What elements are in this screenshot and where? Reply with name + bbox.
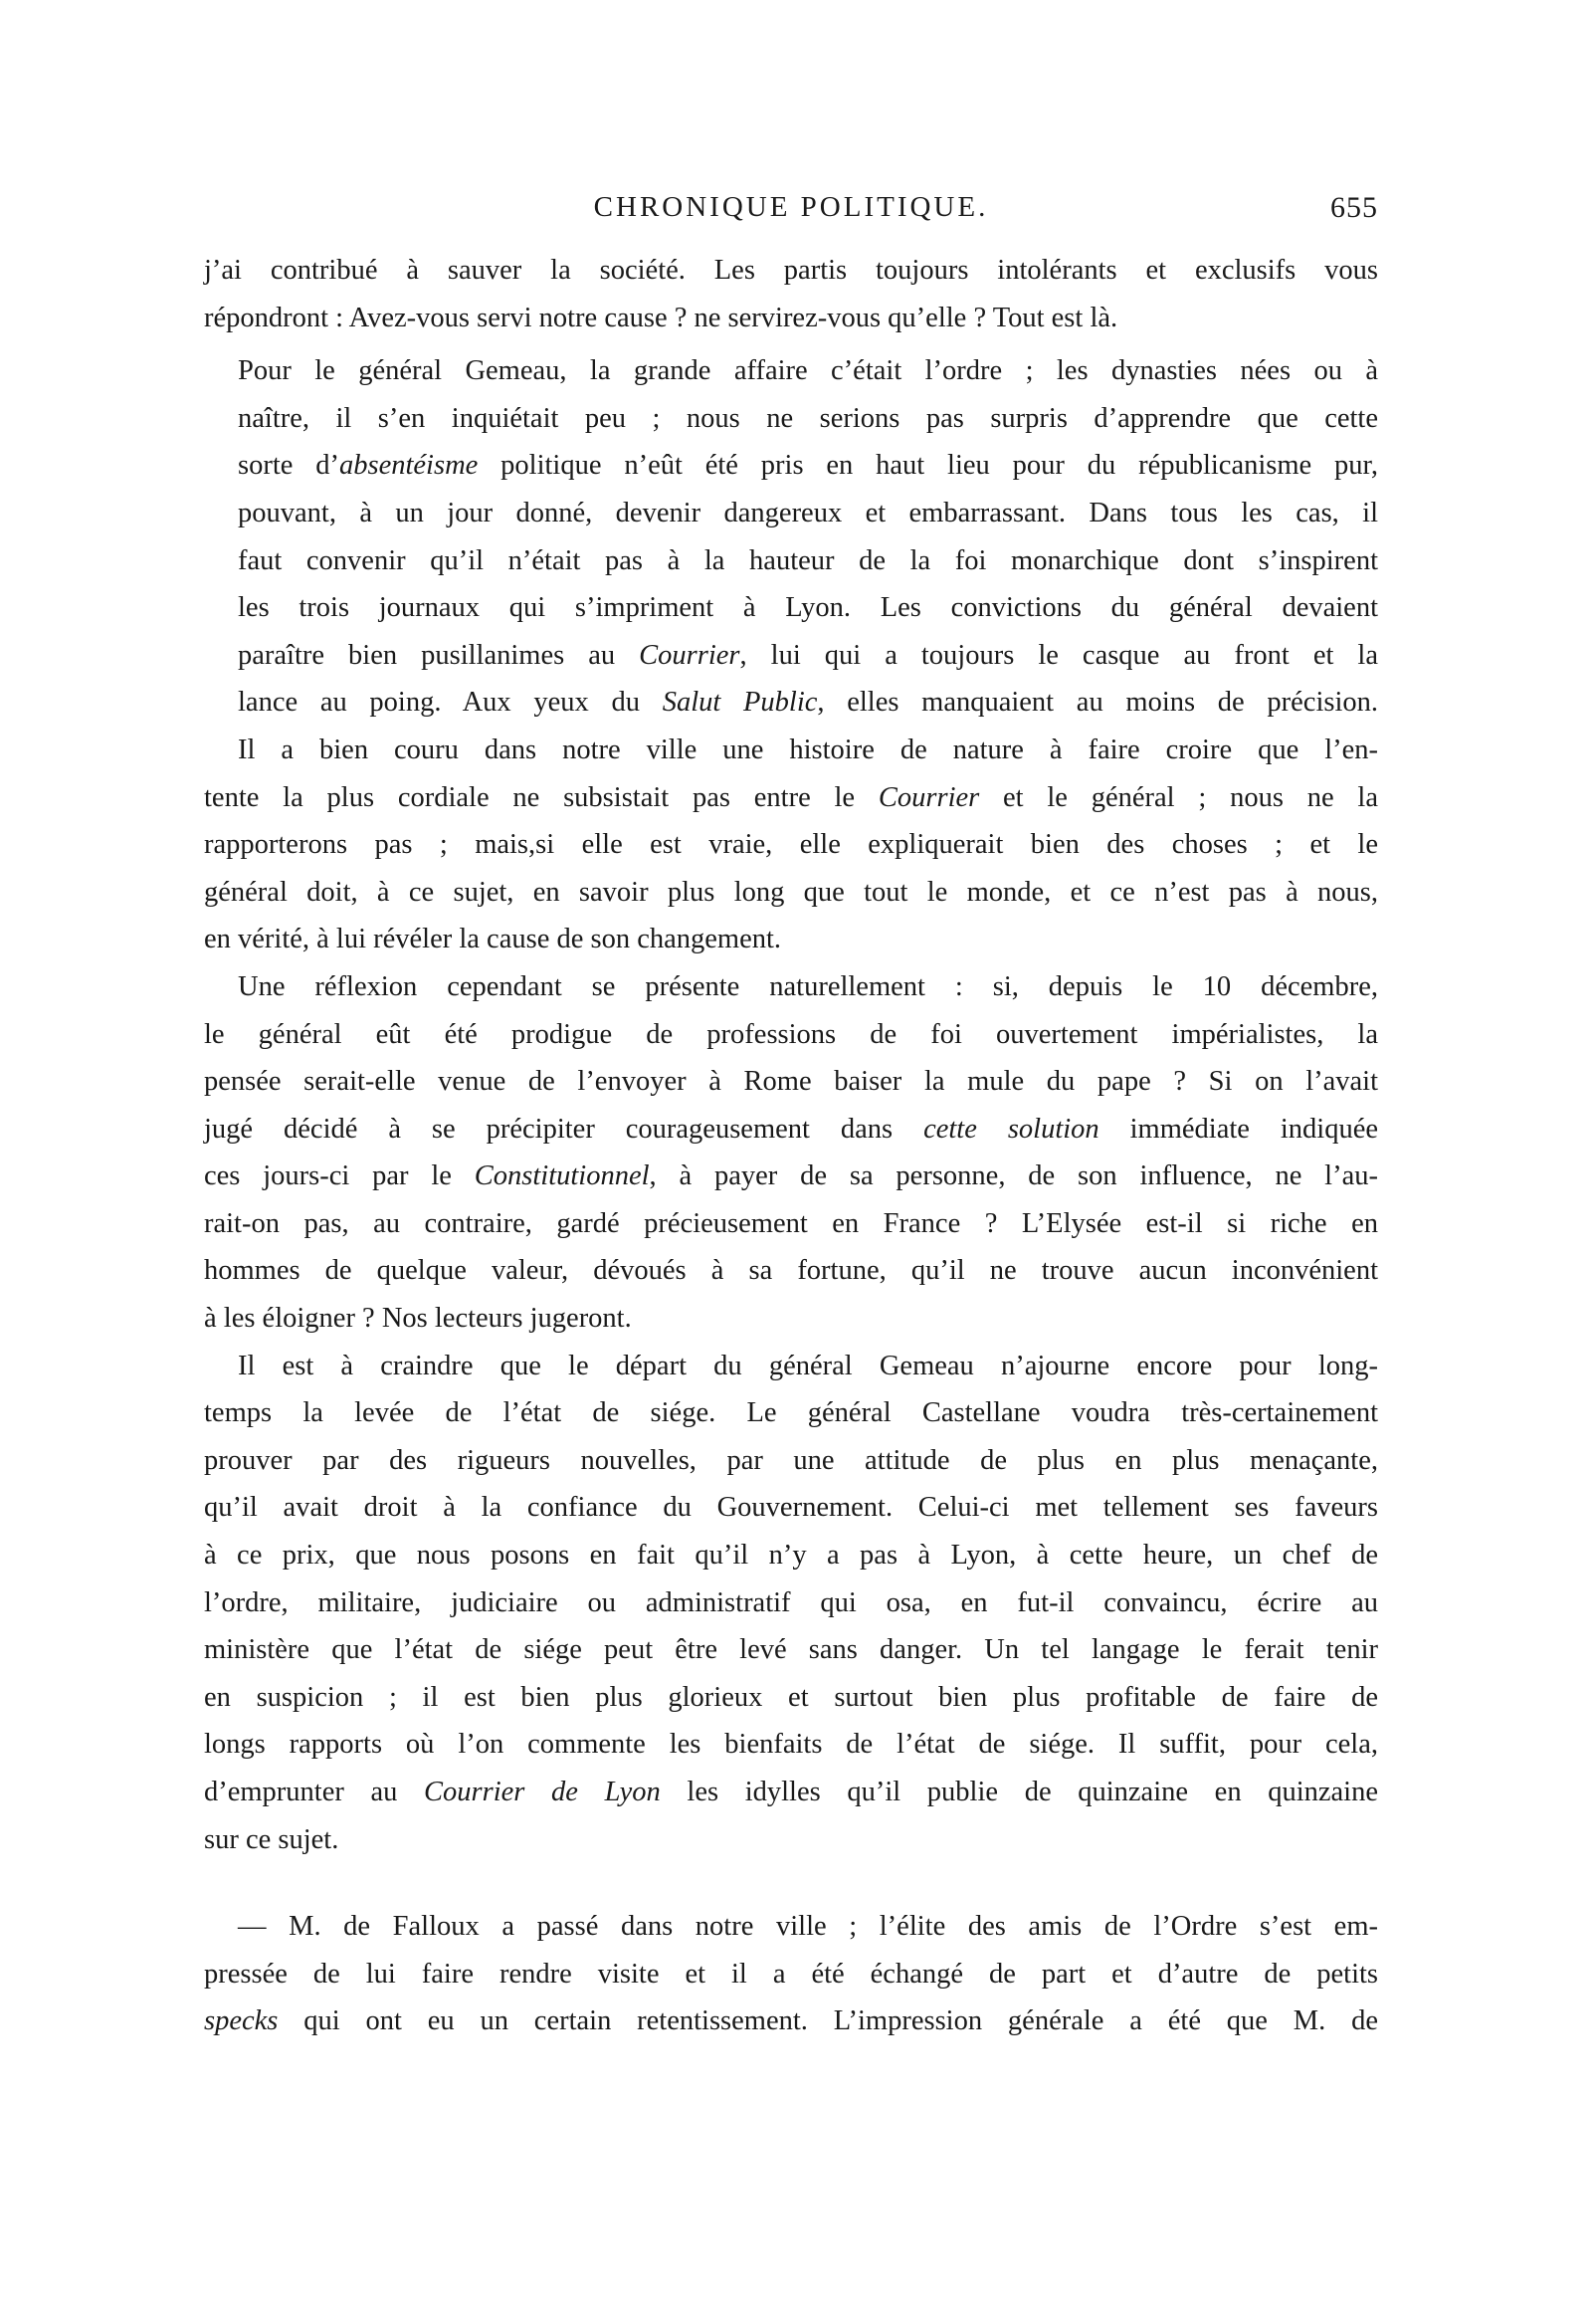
text-line: longs rapports où l’on commente les bienfaits de l’état de siége. Il suffit, pour cela,	[204, 1729, 1378, 1761]
text-line: j’ai contribué à sauver la société. Les partis toujours intolérants et exclusifs vous	[204, 255, 1378, 286]
text-line: pensée serait-elle venue de l’envoyer à Rome baiser la mule du pape ? Si on l’avait	[204, 1066, 1378, 1098]
text-line: prouver par des rigueurs nouvelles, par une attitude de plus en plus menaçante,	[204, 1444, 1378, 1476]
text-line: lance au poing. Aux yeux du Salut Public, elles manquaient au moins de précision.	[238, 687, 1378, 719]
text-line: Pour le général Gemeau, la grande affaire c’était l’ordre ; les dynasties nées ou à	[238, 355, 1378, 387]
text-line: général doit, à ce sujet, en savoir plus long que tout le monde, et ce n’est pas à nous,	[204, 876, 1378, 908]
page-number: 655	[1330, 191, 1378, 224]
text-line: qu’il avait droit à la confiance du Gouvernement. Celui-ci met tellement ses faveurs	[204, 1492, 1378, 1524]
text-line: à ce prix, que nous posons en fait qu’il n’y a pas à Lyon, à cette heure, un chef de	[204, 1540, 1378, 1572]
text-line: en suspicion ; il est bien plus glorieux et surtout bien plus profitable de faire de	[204, 1681, 1378, 1713]
text-line: specks qui ont eu un certain retentissement. L’impression générale a été que M. de	[204, 2005, 1378, 2037]
text-line: tente la plus cordiale ne subsistait pas entre le Courrier et le général ; nous ne la	[204, 781, 1378, 813]
text-line: — M. de Falloux a passé dans notre ville ; l’élite des amis de l’Ordre s’est em-	[238, 1911, 1378, 1943]
text-line: rapporterons pas ; mais,si elle est vraie, elle expliquerait bien des choses ; et le	[204, 829, 1378, 861]
text-line: paraître bien pusillanimes au Courrier, lui qui a toujours le casque au front et la	[238, 639, 1378, 671]
text-line: ces jours-ci par le Constitutionnel, à payer de sa personne, de son influence, ne l’au-	[204, 1160, 1378, 1192]
paragraph	[204, 963, 1378, 1343]
text-line: les trois journaux qui s’impriment à Lyon. Les convictions du général devaient	[238, 592, 1378, 624]
text-line: d’emprunter au Courrier de Lyon les idylles qu’il publie de quinzaine en quinzaine	[204, 1777, 1378, 1807]
text-line: sur ce sujet.	[204, 1823, 339, 1855]
text-line: l’ordre, militaire, judiciaire ou administratif qui osa, en fut-il convaincu, écrire au	[204, 1586, 1378, 1618]
text-line: à les éloigner ? Nos lecteurs jugeront.	[204, 1303, 632, 1335]
text-line: sorte d’absentéisme politique n’eût été pris en haut lieu pour du républicanisme pur,	[238, 450, 1379, 482]
text-line: faut convenir qu’il n’était pas à la hauteur de la foi monarchique dont s’inspirent	[238, 544, 1378, 576]
text-line: temps la levée de l’état de siége. Le général Castellane voudra très-certainement	[204, 1397, 1378, 1429]
text-line: pressée de lui faire rendre visite et il a été échangé de part et d’autre de petits	[204, 1958, 1378, 1990]
text-line: ministère que l’état de siége peut être levé sans danger. Un tel langage le ferait tenir	[204, 1634, 1378, 1666]
text-line: jugé décidé à se précipiter courageusement dans cette solution immédiate indiquée	[204, 1113, 1378, 1145]
section-gap	[204, 1863, 1378, 1903]
text-line: pouvant, à un jour donné, devenir dangereux et embarrassant. Dans tous les cas, il	[238, 497, 1378, 528]
document-body	[204, 247, 1378, 2045]
text-line: rait-on pas, au contraire, gardé précieusement en France ? L’Elysée est-il si riche en	[204, 1207, 1378, 1239]
page-header	[204, 191, 1378, 231]
paragraph	[204, 247, 1378, 341]
text-line: Il est à craindre que le départ du général Gemeau n’ajourne encore pour long-	[238, 1350, 1378, 1381]
text-line: le général eût été prodigue de professions de foi ouvertement impérialistes, la	[204, 1018, 1378, 1050]
text-line: Il a bien couru dans notre ville une histoire de nature à faire croire que l’en-	[238, 734, 1378, 765]
text-line: hommes de quelque valeur, dévoués à sa fortune, qu’il ne trouve aucun inconvénient	[204, 1255, 1378, 1287]
text-line: en vérité, à lui révéler la cause de son changement.	[204, 924, 782, 955]
paragraph	[204, 347, 1378, 727]
running-head: CHRONIQUE POLITIQUE.	[593, 191, 989, 223]
paragraph	[204, 1343, 1378, 1864]
paragraph	[204, 1903, 1378, 2045]
text-line: répondront : Avez-vous servi notre cause ? ne servirez-vous qu’elle ? Tout est là.	[204, 302, 1118, 333]
text-line: naître, il s’en inquiétait peu ; nous ne serions pas surpris d’apprendre que cette	[238, 402, 1378, 434]
paragraph	[204, 727, 1378, 963]
text-line: Une réflexion cependant se présente naturellement : si, depuis le 10 décembre,	[238, 970, 1378, 1002]
